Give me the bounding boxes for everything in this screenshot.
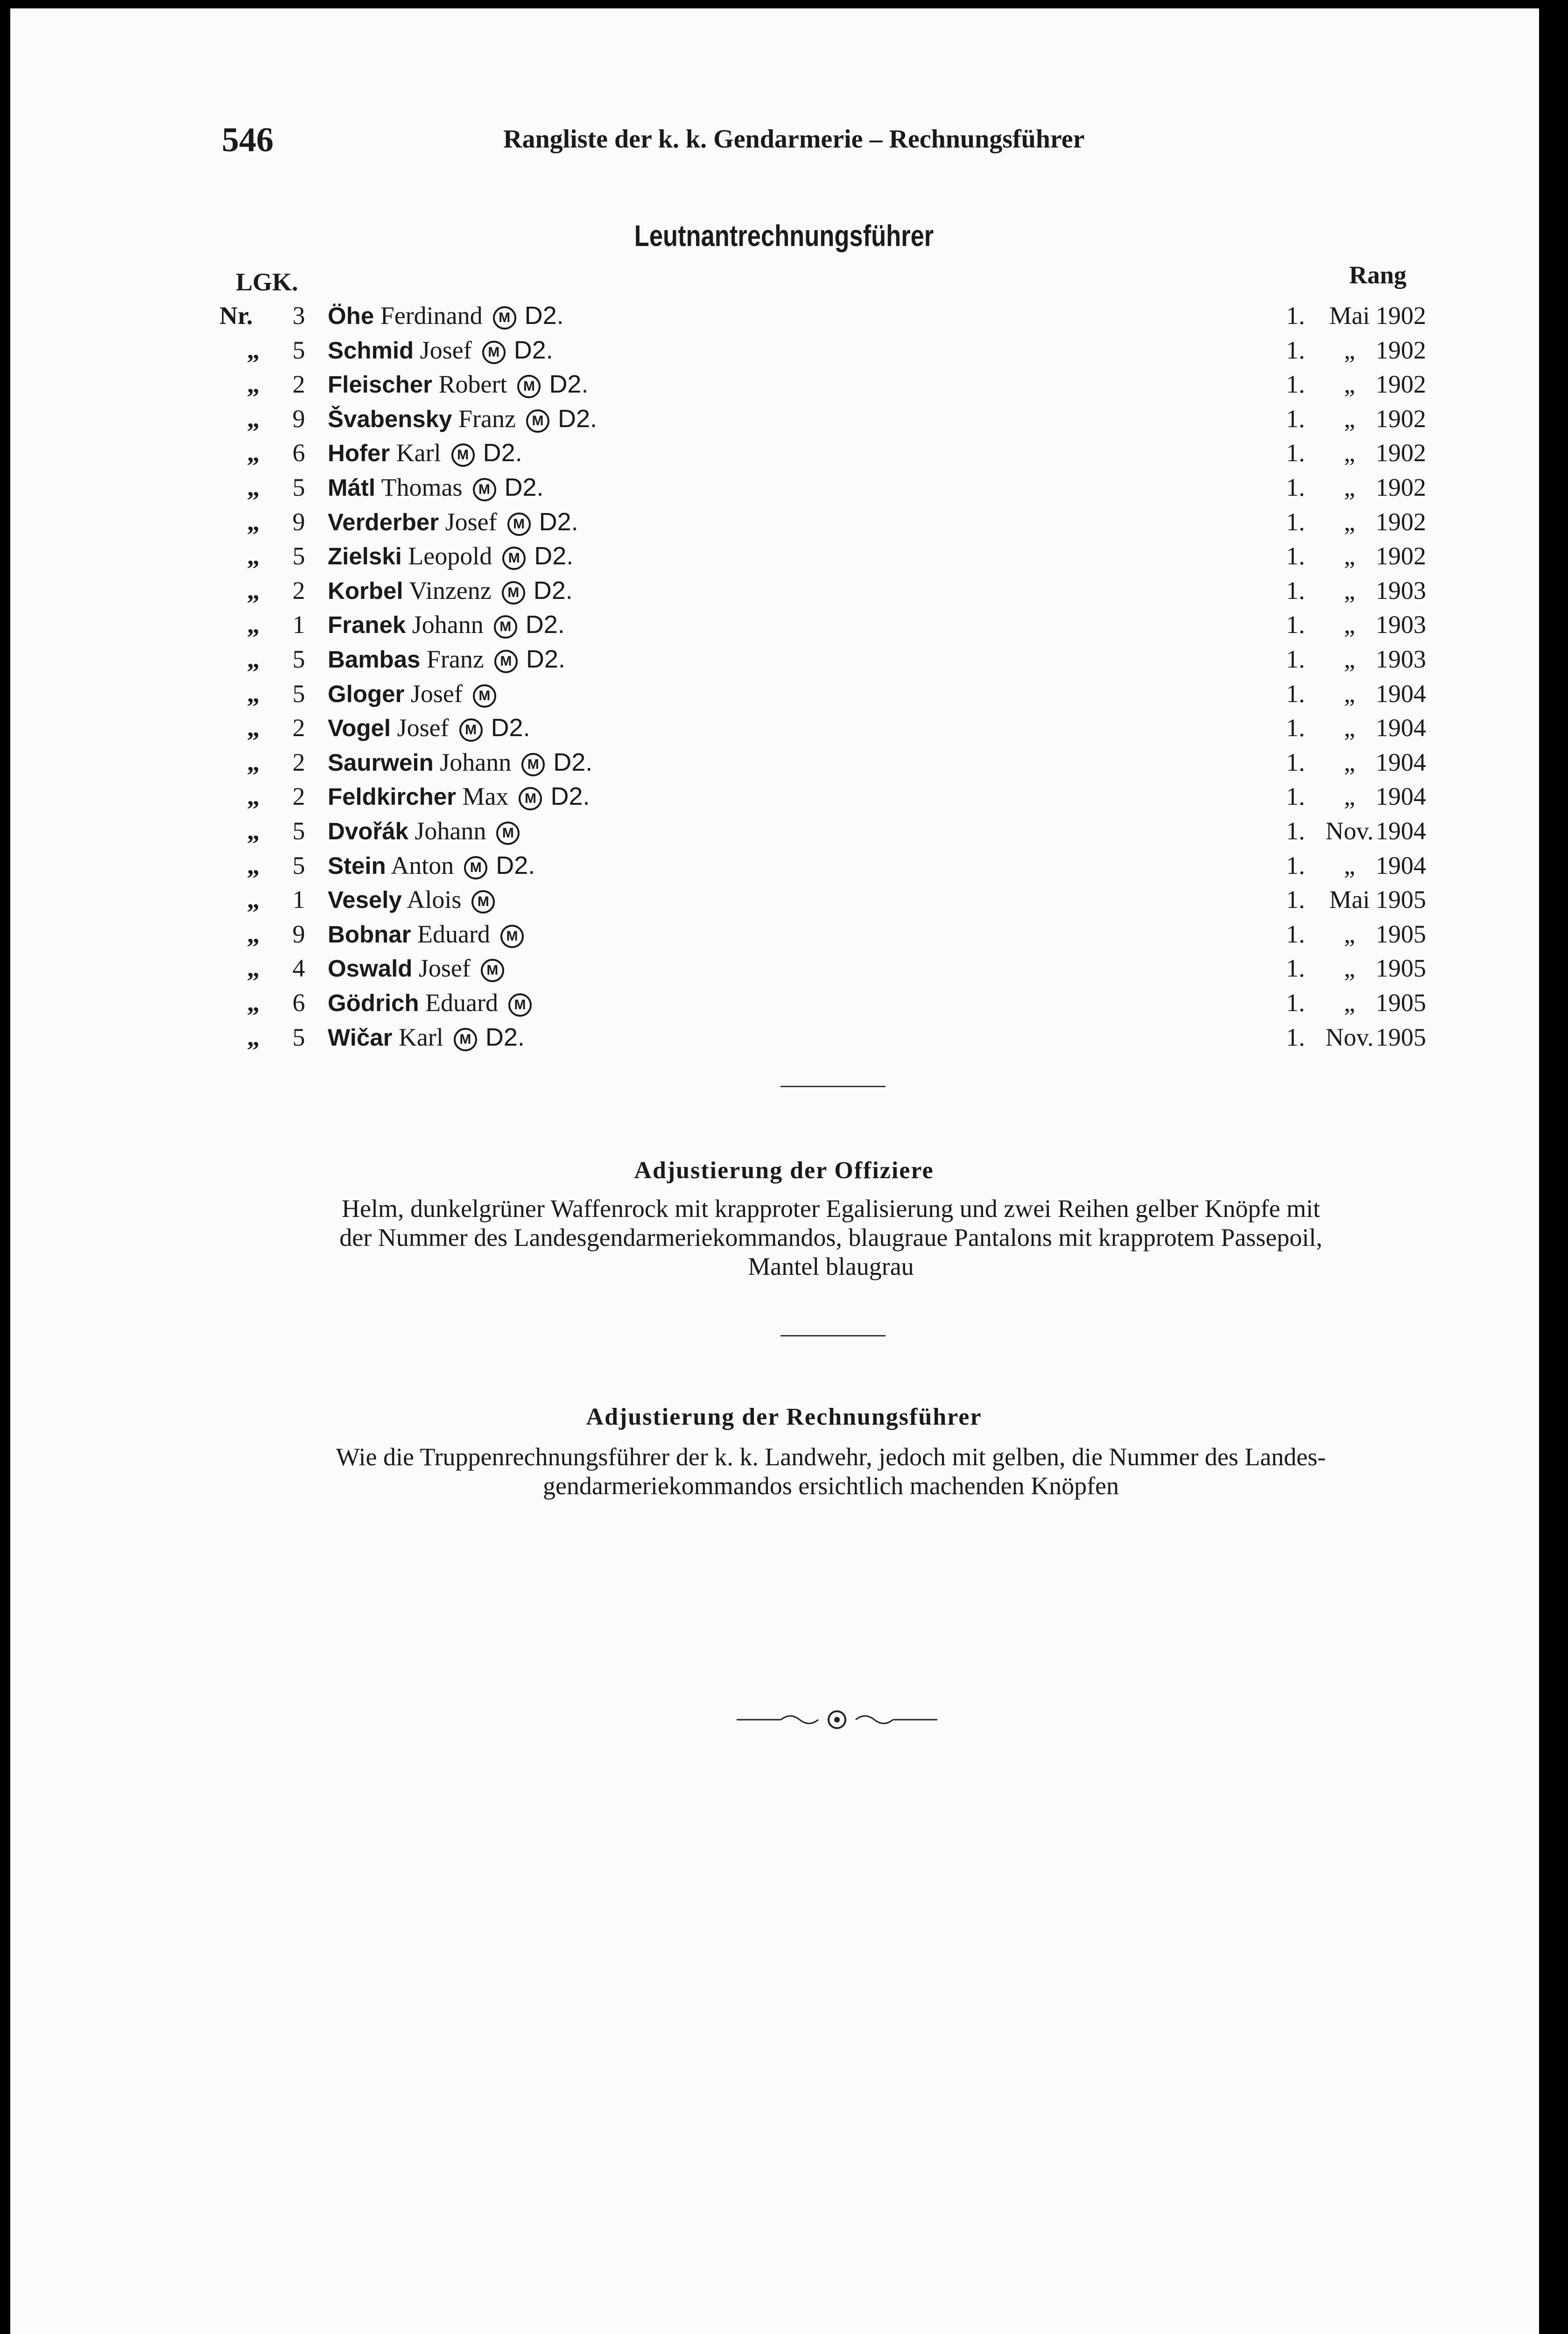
entry-row (0, 988, 1568, 1022)
rank-month: „ (1344, 576, 1355, 605)
entry-row (0, 679, 1568, 713)
rank-day: 1. (1286, 679, 1305, 708)
entry-row (0, 954, 1568, 988)
entry-decoration: D2. (496, 851, 535, 879)
entry-surname: Mátl (328, 474, 375, 501)
entry-name (328, 473, 544, 502)
entry-prefix: „ (247, 782, 260, 811)
entry-decoration: D2. (524, 302, 564, 330)
military-mark-icon: M (507, 513, 531, 536)
paymasters-heading: Adjustierung der Rechnungsführer (586, 1404, 982, 1430)
rank-day: 1. (1286, 1023, 1305, 1051)
rank-year: 1902 (1376, 302, 1426, 330)
entry-decoration: D2. (513, 336, 553, 364)
rank-year: 1904 (1376, 679, 1426, 708)
entry-given-name: Johann (415, 817, 486, 845)
military-mark-icon: M (494, 650, 518, 673)
officers-heading: Adjustierung der Offiziere (634, 1157, 934, 1184)
entry-prefix: „ (247, 439, 260, 467)
entry-decoration: D2. (550, 782, 590, 811)
entry-surname: Oswald (328, 955, 413, 982)
rank-year: 1905 (1376, 920, 1426, 948)
military-mark-icon: M (502, 547, 526, 570)
entry-lgk-number: 5 (292, 542, 305, 570)
military-mark-icon: M (454, 1028, 477, 1051)
entry-surname: Saurwein (328, 749, 434, 776)
rank-day: 1. (1286, 611, 1305, 639)
rank-year: 1902 (1376, 370, 1426, 399)
entry-prefix: „ (247, 507, 260, 536)
entry-decoration: D2. (483, 439, 522, 467)
entry-given-name: Karl (396, 439, 441, 467)
divider-rule (780, 1086, 886, 1087)
entry-given-name: Eduard (425, 989, 498, 1017)
rank-year: 1904 (1376, 851, 1426, 879)
rank-day: 1. (1286, 336, 1305, 364)
rank-year: 1902 (1376, 439, 1426, 467)
entry-given-name: Franz (458, 404, 516, 433)
rank-month: „ (1344, 679, 1355, 708)
entry-lgk-number: 9 (292, 404, 305, 433)
entry-surname: Hofer (328, 440, 390, 467)
rank-day: 1. (1286, 404, 1305, 433)
entry-given-name: Johann (440, 748, 512, 776)
paymasters-text (219, 1442, 1442, 1500)
entry-surname: Stein (328, 852, 386, 879)
entry-name (328, 336, 553, 365)
entry-row (0, 645, 1568, 679)
rank-month: Nov. (1325, 817, 1374, 845)
entry-lgk-number: 5 (292, 851, 305, 879)
rank-month: „ (1344, 645, 1355, 673)
entry-given-name: Eduard (417, 920, 490, 948)
entry-lgk-number: 9 (292, 507, 305, 536)
entry-name (328, 988, 540, 1017)
officers-line: Helm, dunkelgrüner Waffenrock mit krapproter Egalisierung und zwei Reihen gelber Knöpfe mit (341, 1195, 1320, 1223)
entry-surname: Vogel (328, 715, 391, 742)
rank-year: 1903 (1376, 611, 1426, 639)
rank-year: 1902 (1376, 507, 1426, 536)
entry-decoration: D2. (557, 404, 598, 433)
entry-row (0, 336, 1568, 370)
entry-row (0, 1023, 1568, 1057)
paymasters-line: gendarmeriekommandos ersichtlich machenden Knöpfen (542, 1472, 1119, 1500)
entry-surname: Öhe (328, 302, 374, 329)
entry-lgk-number: 1 (292, 886, 305, 914)
rank-day: 1. (1286, 302, 1305, 330)
entry-lgk-number: 2 (292, 370, 305, 399)
officers-text (219, 1194, 1442, 1281)
rank-day: 1. (1286, 576, 1305, 605)
rank-month: Mai (1329, 302, 1370, 330)
military-mark-icon: M (502, 581, 525, 605)
entry-name (328, 645, 565, 674)
entry-surname: Gloger (328, 680, 405, 707)
entry-prefix: „ (247, 679, 260, 708)
entry-given-name: Josef (420, 336, 472, 364)
entry-name (328, 954, 513, 983)
entry-row (0, 576, 1568, 610)
rank-month: „ (1344, 954, 1355, 983)
entry-lgk-number: 2 (292, 576, 305, 605)
rank-month: „ (1344, 473, 1355, 501)
rank-year: 1902 (1376, 404, 1426, 433)
entry-given-name: Robert (438, 370, 507, 399)
entry-lgk-number: 3 (292, 302, 305, 330)
entry-prefix: „ (247, 886, 260, 914)
military-mark-icon: M (521, 753, 545, 776)
rank-month: „ (1344, 404, 1355, 433)
rank-month: „ (1344, 336, 1355, 364)
entry-row (0, 541, 1568, 576)
column-header-lgk: LGK. (236, 268, 298, 296)
entry-row (0, 920, 1568, 954)
entry-prefix: „ (247, 645, 260, 673)
rank-day: 1. (1286, 748, 1305, 776)
rank-year: 1902 (1376, 542, 1426, 570)
rank-year: 1902 (1376, 473, 1426, 501)
entry-row (0, 507, 1568, 541)
rank-day: 1. (1286, 851, 1305, 879)
entry-prefix: „ (247, 611, 260, 639)
rank-year: 1903 (1376, 576, 1426, 605)
rank-month: „ (1344, 611, 1355, 639)
rank-day: 1. (1286, 920, 1305, 948)
entry-prefix: „ (247, 336, 260, 364)
entry-decoration: D2. (504, 473, 544, 501)
entry-row (0, 610, 1568, 644)
entry-given-name: Anton (391, 851, 454, 879)
entry-prefix: „ (247, 542, 260, 570)
rank-month: Nov. (1325, 1023, 1374, 1051)
entry-given-name: Josef (445, 507, 497, 536)
entry-decoration: D2. (533, 576, 573, 605)
rank-year: 1905 (1376, 886, 1426, 914)
entry-surname: Bobnar (328, 921, 411, 948)
military-mark-icon: M (451, 443, 475, 467)
entry-given-name: Josef (418, 954, 471, 983)
entry-lgk-number: 4 (292, 954, 305, 983)
rank-year: 1904 (1376, 817, 1426, 845)
entry-lgk-number: 6 (292, 439, 305, 467)
entry-given-name: Thomas (381, 473, 463, 501)
entry-lgk-number: 9 (292, 920, 305, 948)
entry-given-name: Josef (397, 714, 449, 742)
entry-decoration: D2. (491, 714, 530, 742)
entry-prefix: „ (247, 748, 260, 776)
entry-row (0, 713, 1568, 747)
entry-name (328, 782, 590, 811)
entry-row (0, 301, 1568, 335)
military-mark-icon: M (471, 890, 495, 914)
entry-lgk-number: 5 (292, 817, 305, 845)
entry-row (0, 885, 1568, 919)
rank-day: 1. (1286, 886, 1305, 914)
entry-lgk-number: 2 (292, 782, 305, 811)
entry-row (0, 816, 1568, 851)
military-mark-icon: M (519, 787, 542, 810)
entry-lgk-number: 5 (292, 1023, 305, 1051)
entry-row (0, 851, 1568, 885)
entry-row (0, 404, 1568, 438)
entry-prefix: „ (247, 404, 260, 433)
entry-decoration: D2. (534, 542, 574, 570)
military-mark-icon: M (508, 993, 532, 1017)
rank-day: 1. (1286, 989, 1305, 1017)
military-mark-icon: M (459, 718, 483, 742)
military-mark-icon: M (517, 375, 541, 398)
entry-given-name: Alois (407, 886, 462, 914)
entry-surname: Gödrich (328, 990, 419, 1016)
rank-year: 1903 (1376, 645, 1426, 673)
entry-name (328, 920, 532, 949)
rank-year: 1904 (1376, 714, 1426, 742)
entry-name (328, 610, 565, 639)
rank-month: „ (1344, 439, 1355, 467)
military-mark-icon: M (494, 615, 517, 639)
entry-name (328, 1023, 525, 1052)
rank-year: 1905 (1376, 954, 1426, 983)
military-mark-icon: M (493, 306, 516, 330)
military-mark-icon: M (526, 409, 549, 433)
rank-day: 1. (1286, 817, 1305, 845)
military-mark-icon: M (473, 478, 496, 501)
rank-day: 1. (1286, 954, 1305, 983)
entry-surname: Verderber (328, 508, 439, 535)
entry-row (0, 438, 1568, 472)
entry-row (0, 370, 1568, 404)
rank-year: 1904 (1376, 782, 1426, 811)
entry-name (328, 404, 597, 433)
officers-line: der Nummer des Landesgendarmeriekommandos, blaugraue Pantalons mit krapprotem Passepoil, (339, 1223, 1322, 1251)
rank-year: 1905 (1376, 1023, 1426, 1051)
entry-prefix: „ (247, 851, 260, 879)
entry-prefix: „ (247, 954, 260, 983)
entry-name (328, 301, 564, 330)
column-header-rang: Rang (1349, 261, 1407, 289)
entry-given-name: Josef (410, 679, 463, 708)
section-title: Leutnantrechnungsführer (634, 219, 934, 253)
entry-given-name: Johann (412, 611, 484, 639)
rank-year: 1904 (1376, 748, 1426, 776)
rank-day: 1. (1286, 370, 1305, 399)
entry-name (328, 507, 578, 536)
entry-surname: Fleischer (328, 371, 432, 398)
entry-name (328, 679, 505, 708)
page-number: 546 (222, 121, 274, 159)
entry-decoration: D2. (539, 507, 578, 536)
officers-line: Mantel blaugrau (748, 1252, 914, 1280)
entry-surname: Dvořák (328, 818, 408, 844)
rank-month: „ (1344, 542, 1355, 570)
entry-name (328, 816, 528, 845)
rank-day: 1. (1286, 473, 1305, 501)
entry-given-name: Vinzenz (409, 576, 492, 605)
entry-lgk-number: 2 (292, 714, 305, 742)
entry-surname: Korbel (328, 577, 403, 604)
entry-surname: Vesely (328, 886, 402, 914)
ornament-icon (737, 1706, 937, 1734)
entry-name (328, 713, 530, 742)
entry-prefix: „ (247, 1023, 260, 1051)
divider-rule (780, 1335, 886, 1336)
entry-lgk-number: 5 (292, 645, 305, 673)
entry-surname: Bambas (328, 646, 421, 673)
entry-surname: Švabensky (328, 405, 452, 432)
rank-day: 1. (1286, 439, 1305, 467)
rank-month: „ (1344, 370, 1355, 399)
entry-name (328, 748, 592, 777)
entry-prefix: „ (247, 989, 260, 1017)
entry-prefix: „ (247, 370, 260, 399)
entry-prefix: „ (247, 473, 260, 501)
rank-month: „ (1344, 714, 1355, 742)
entry-decoration: D2. (553, 748, 593, 776)
rank-day: 1. (1286, 507, 1305, 536)
entry-prefix: „ (247, 920, 260, 948)
entry-decoration: D2. (549, 370, 589, 399)
entry-lgk-number: 1 (292, 611, 305, 639)
entry-lgk-number: 5 (292, 679, 305, 708)
entry-given-name: Karl (398, 1023, 443, 1051)
running-title: Rangliste der k. k. Gendarmerie – Rechnungsführer (503, 125, 1085, 154)
entry-given-name: Leopold (408, 542, 492, 570)
rank-month: Mai (1329, 886, 1370, 914)
entry-given-name: Franz (426, 645, 484, 673)
entry-surname: Feldkircher (328, 783, 456, 810)
entry-prefix: „ (247, 714, 260, 742)
rank-month: „ (1344, 920, 1355, 948)
rank-month: „ (1344, 851, 1355, 879)
rank-year: 1905 (1376, 989, 1426, 1017)
military-mark-icon: M (496, 822, 520, 845)
rank-month: „ (1344, 989, 1355, 1017)
military-mark-icon: M (500, 925, 524, 948)
entry-decoration: D2. (526, 645, 565, 673)
entry-decoration: D2. (525, 611, 565, 639)
rank-year: 1902 (1376, 336, 1426, 364)
rank-day: 1. (1286, 645, 1305, 673)
entry-name (328, 851, 535, 880)
entry-lgk-number: 6 (292, 989, 305, 1017)
military-mark-icon: M (464, 856, 487, 879)
entry-lgk-number: 2 (292, 748, 305, 776)
entry-surname: Wičar (328, 1024, 393, 1051)
paymasters-line: Wie die Truppenrechnungsführer der k. k. Landwehr, jedoch mit gelben, die Nummer des Landes- (336, 1443, 1326, 1471)
entry-lgk-number: 5 (292, 336, 305, 364)
rank-month: „ (1344, 748, 1355, 776)
entry-surname: Schmid (328, 337, 414, 364)
rank-day: 1. (1286, 714, 1305, 742)
entry-name (328, 370, 588, 399)
entry-prefix: „ (247, 817, 260, 845)
entry-row (0, 473, 1568, 507)
entry-lgk-number: 5 (292, 473, 305, 501)
rank-month: „ (1344, 507, 1355, 536)
military-mark-icon: M (473, 684, 496, 708)
entry-name (328, 541, 573, 570)
entry-row (0, 748, 1568, 782)
military-mark-icon: M (482, 341, 506, 364)
entry-given-name: Max (462, 782, 509, 811)
rank-month: „ (1344, 782, 1355, 811)
entry-name (328, 576, 573, 605)
entry-prefix: Nr. (219, 302, 253, 330)
entry-given-name: Ferdinand (380, 302, 483, 330)
entry-surname: Zielski (328, 543, 402, 570)
rank-day: 1. (1286, 542, 1305, 570)
military-mark-icon: M (481, 959, 504, 982)
entry-name (328, 885, 503, 914)
entry-surname: Franek (328, 612, 406, 639)
entry-name (328, 438, 522, 467)
entry-row (0, 782, 1568, 816)
entry-decoration: D2. (485, 1023, 525, 1051)
rank-day: 1. (1286, 782, 1305, 811)
entry-prefix: „ (247, 576, 260, 605)
